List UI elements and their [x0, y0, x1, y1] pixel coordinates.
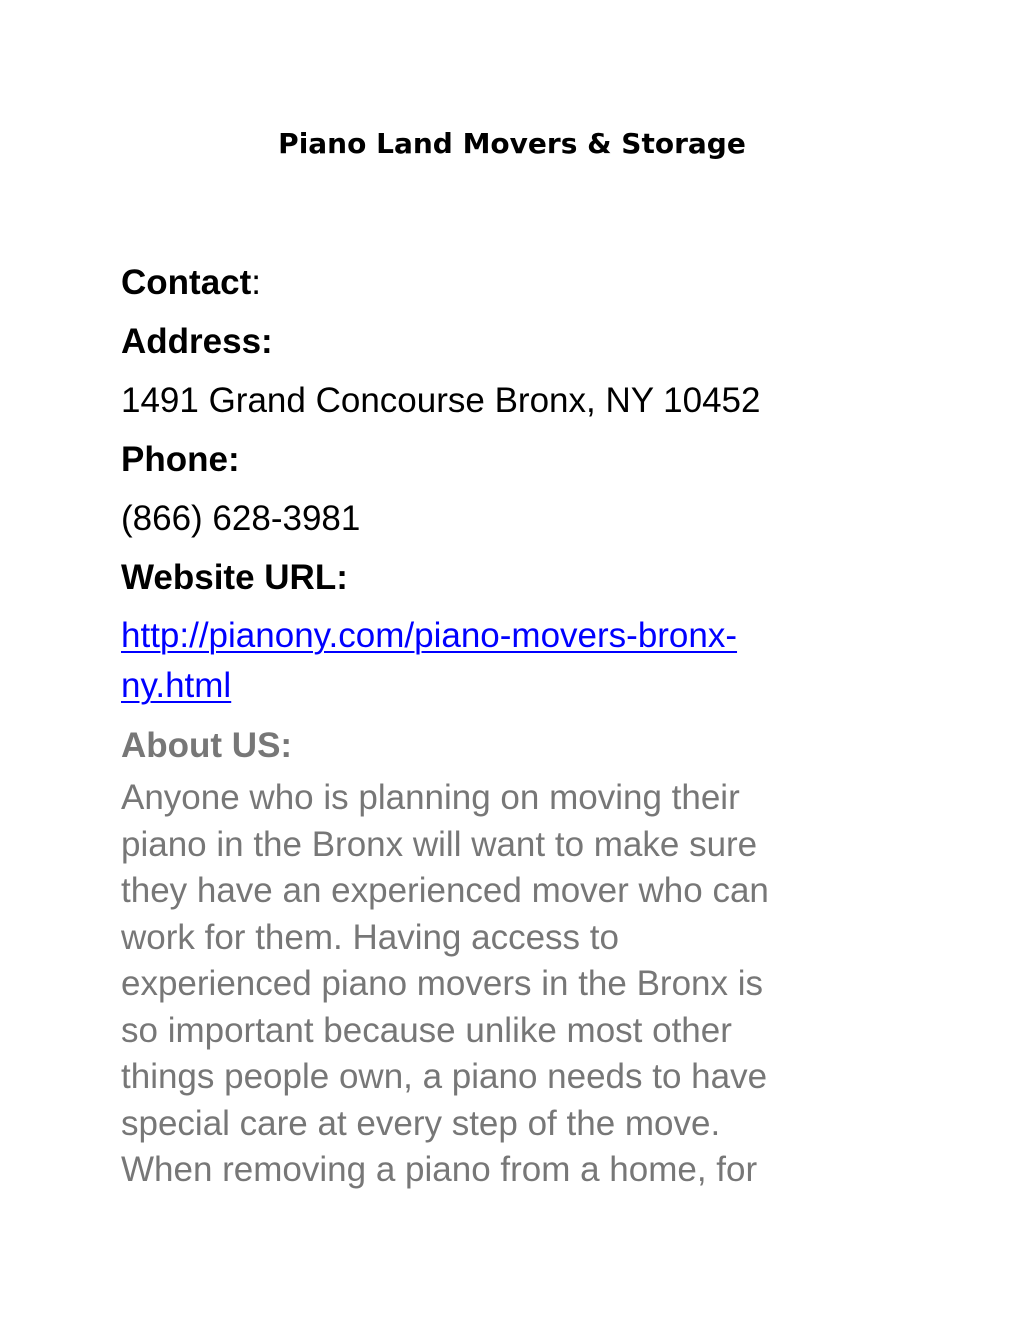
website-link[interactable] — [121, 611, 911, 711]
document-content — [121, 253, 911, 1194]
website-link-block — [121, 611, 911, 711]
phone-value: (866) 628-3981 — [121, 499, 361, 538]
about-line: piano in the Bronx will want to make sure — [121, 824, 758, 864]
about-line: they have an experienced mover who can — [121, 871, 769, 910]
about-line: things people own, a piano needs to have — [121, 1057, 768, 1096]
about-line: special care at every step of the move. — [121, 1103, 721, 1143]
about-line: experienced piano movers in the Bronx is — [121, 964, 764, 1003]
website-link-line-2[interactable]: ny.html — [121, 666, 232, 705]
website-link-line-1[interactable]: http://pianony.com/piano-movers-bronx- — [121, 616, 738, 655]
about-paragraph — [121, 775, 911, 1194]
about-line: so important because unlike most other — [121, 1010, 732, 1050]
document-title: Piano Land Movers & Storage — [278, 127, 746, 160]
address-label: Address: — [121, 322, 273, 361]
about-label: About US: — [121, 726, 293, 765]
address-value: 1491 Grand Concourse Bronx, NY 10452 — [121, 381, 761, 420]
contact-colon: : — [251, 263, 262, 302]
phone-label: Phone: — [121, 440, 240, 479]
about-line: When removing a piano from a home, for — [121, 1150, 758, 1189]
about-line: Anyone who is planning on moving their — [121, 778, 740, 817]
contact-label: Contact — [121, 263, 252, 302]
contact-heading — [121, 253, 911, 312]
about-line: work for them. Having access to — [121, 917, 619, 957]
website-label: Website URL: — [121, 558, 348, 597]
